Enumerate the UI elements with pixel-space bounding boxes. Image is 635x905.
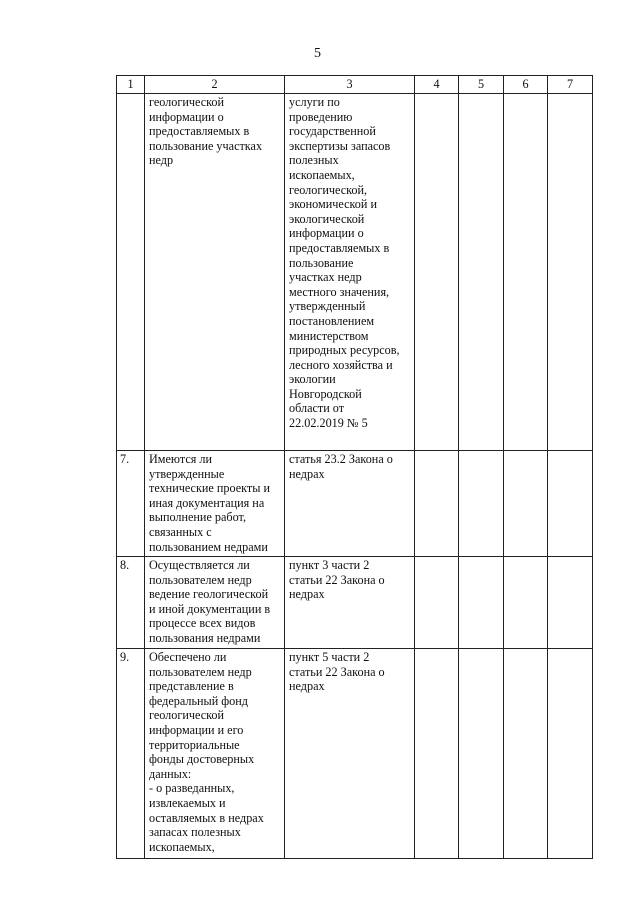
- row-number: 9.: [117, 649, 145, 859]
- answer-cell: [415, 94, 459, 451]
- legal-reference-cell: статья 23.2 Закона о недрах: [285, 451, 415, 557]
- legal-reference-cell: услуги по проведению государственной экспертизы запасов полезных ископаемых, геологической, экономической и экологической информации о предоставляемых в пользование участках недр местного значения, утвержденный постановлением министерством природных ресурсов, лесного хозяйства и экологии Новгородской области от 22.02.2019 № 5: [285, 94, 415, 451]
- inspection-checklist-table: [116, 75, 593, 859]
- answer-cell: [459, 451, 504, 557]
- question-cell: Осуществляется ли пользователем недр ведение геологической и иной документации в процессе всех видов пользования недрами: [145, 557, 285, 649]
- answer-cell: [548, 94, 593, 451]
- column-header: 1: [117, 76, 145, 94]
- table-row: [117, 557, 593, 649]
- page-number: 5: [314, 46, 321, 61]
- question-cell: Обеспечено ли пользователем недр представление в федеральный фонд геологической информации и его территориальные фонды достоверных данных: - о разведанных, извлекаемых и оставляемых в недрах запасах полезных ископаемых,: [145, 649, 285, 859]
- table-header-row: [117, 76, 593, 94]
- column-header: 3: [285, 76, 415, 94]
- answer-cell: [415, 557, 459, 649]
- answer-cell: [548, 451, 593, 557]
- answer-cell: [548, 649, 593, 859]
- column-header: 4: [415, 76, 459, 94]
- question-cell: геологической информации о предоставляемых в пользование участках недр: [145, 94, 285, 451]
- answer-cell: [548, 557, 593, 649]
- column-header: 6: [504, 76, 548, 94]
- answer-cell: [504, 94, 548, 451]
- table-row: [117, 94, 593, 451]
- row-number: 7.: [117, 451, 145, 557]
- answer-cell: [459, 557, 504, 649]
- row-number: 8.: [117, 557, 145, 649]
- answer-cell: [504, 649, 548, 859]
- answer-cell: [459, 649, 504, 859]
- answer-cell: [504, 557, 548, 649]
- table-row: [117, 649, 593, 859]
- row-number: [117, 94, 145, 451]
- column-header: 5: [459, 76, 504, 94]
- answer-cell: [459, 94, 504, 451]
- table-row: [117, 451, 593, 557]
- answer-cell: [415, 649, 459, 859]
- column-header: 2: [145, 76, 285, 94]
- answer-cell: [504, 451, 548, 557]
- legal-reference-cell: пункт 3 части 2 статьи 22 Закона о недрах: [285, 557, 415, 649]
- question-cell: Имеются ли утвержденные технические проекты и иная документация на выполнение работ, связанных с пользованием недрами: [145, 451, 285, 557]
- legal-reference-cell: пункт 5 части 2 статьи 22 Закона о недрах: [285, 649, 415, 859]
- column-header: 7: [548, 76, 593, 94]
- answer-cell: [415, 451, 459, 557]
